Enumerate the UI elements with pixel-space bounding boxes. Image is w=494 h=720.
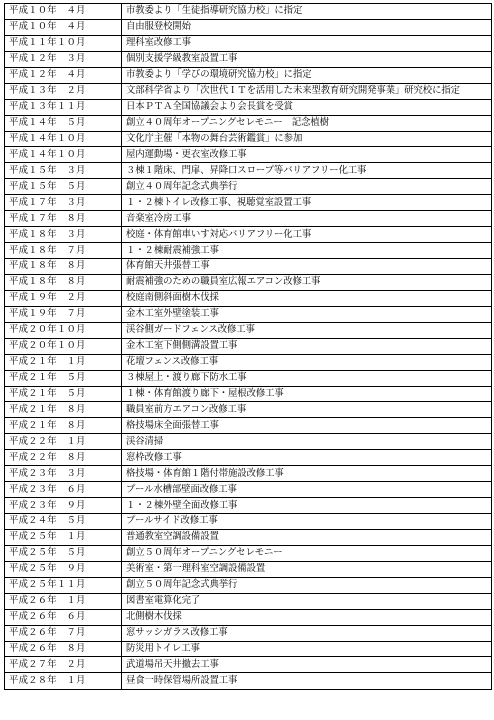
row-date: 平成１０年 ４月 bbox=[5, 19, 122, 35]
table-row bbox=[5, 625, 492, 641]
row-event: 創立４０周年オープニングセレモニー 記念植樹 bbox=[122, 115, 492, 131]
table-row bbox=[5, 593, 492, 609]
row-date: 平成２５年 ５月 bbox=[5, 545, 122, 561]
row-date: 平成１８年 ８月 bbox=[5, 274, 122, 290]
table-row bbox=[5, 67, 492, 83]
row-date: 平成１５年 ３月 bbox=[5, 163, 122, 179]
history-table bbox=[4, 3, 492, 690]
table-row bbox=[5, 482, 492, 498]
row-date: 平成１９年 ７月 bbox=[5, 306, 122, 322]
table-row bbox=[5, 657, 492, 673]
row-event: 窓枠改修工事 bbox=[122, 450, 492, 466]
table-row bbox=[5, 99, 492, 115]
table-row bbox=[5, 227, 492, 243]
row-event: 文部科学省より「次世代ＩＴを活用した未来型教育研究開発事業」研究校に指定 bbox=[122, 83, 492, 99]
table-row bbox=[5, 529, 492, 545]
row-event: 耐震補強のための職員室広報エアコン改修工事 bbox=[122, 274, 492, 290]
table-row bbox=[5, 274, 492, 290]
table-row bbox=[5, 450, 492, 466]
row-date: 平成１４年 ５月 bbox=[5, 115, 122, 131]
row-event: 美術室・第一理科室空調設備設置 bbox=[122, 561, 492, 577]
row-event: プールサイド改修工事 bbox=[122, 514, 492, 530]
row-date: 平成２１年 ５月 bbox=[5, 370, 122, 386]
table-row bbox=[5, 434, 492, 450]
row-date: 平成２５年 １月 bbox=[5, 529, 122, 545]
table-row bbox=[5, 290, 492, 306]
row-event: 窓サッシガラス改修工事 bbox=[122, 625, 492, 641]
row-event: １棟・体育館渡り廊下・屋根改修工事 bbox=[122, 386, 492, 402]
row-date: 平成１８年 ７月 bbox=[5, 243, 122, 259]
row-event: 文化庁主催「本物の舞台芸術鑑賞」に参加 bbox=[122, 131, 492, 147]
table-row bbox=[5, 115, 492, 131]
row-event: 音楽室冷房工事 bbox=[122, 211, 492, 227]
row-date: 平成２１年 ８月 bbox=[5, 402, 122, 418]
table-row bbox=[5, 51, 492, 67]
table-row bbox=[5, 577, 492, 593]
row-date: 平成２６年 ８月 bbox=[5, 641, 122, 657]
table-row bbox=[5, 402, 492, 418]
row-event: 格技場・体育館１階付帯施設改修工事 bbox=[122, 466, 492, 482]
row-event: ３棟屋上・渡り廊下防水工事 bbox=[122, 370, 492, 386]
row-date: 平成１０年 ４月 bbox=[5, 4, 122, 20]
row-date: 平成２３年 ９月 bbox=[5, 498, 122, 514]
table-row bbox=[5, 243, 492, 259]
table-row bbox=[5, 354, 492, 370]
row-date: 平成１８年 ３月 bbox=[5, 227, 122, 243]
row-date: 平成１７年 ３月 bbox=[5, 195, 122, 211]
row-event: 体育館天井張替工事 bbox=[122, 259, 492, 275]
row-date: 平成１３年１１月 bbox=[5, 99, 122, 115]
row-event: 普通教室空調設備設置 bbox=[122, 529, 492, 545]
row-date: 平成２１年 ８月 bbox=[5, 418, 122, 434]
row-event: 格技場床全面張替工事 bbox=[122, 418, 492, 434]
table-row bbox=[5, 418, 492, 434]
row-event: プール水槽部壁面改修工事 bbox=[122, 482, 492, 498]
row-date: 平成２０年１０月 bbox=[5, 322, 122, 338]
table-row bbox=[5, 195, 492, 211]
table-row bbox=[5, 641, 492, 657]
row-event: 花壇フェンス改修工事 bbox=[122, 354, 492, 370]
row-date: 平成２４年 ５月 bbox=[5, 514, 122, 530]
row-event: １・２棟外壁全面改修工事 bbox=[122, 498, 492, 514]
row-event: 金木工室下側側溝設置工事 bbox=[122, 338, 492, 354]
row-date: 平成２５年１１月 bbox=[5, 577, 122, 593]
row-event: ３棟１階床、門扉、昇降口スロープ等バリアフリー化工事 bbox=[122, 163, 492, 179]
row-date: 平成２５年 ９月 bbox=[5, 561, 122, 577]
history-table-body bbox=[5, 4, 492, 690]
table-row bbox=[5, 673, 492, 690]
row-date: 平成２６年 ７月 bbox=[5, 625, 122, 641]
row-event: 自由服登校開始 bbox=[122, 19, 492, 35]
table-row bbox=[5, 306, 492, 322]
table-row bbox=[5, 147, 492, 163]
row-event: 創立５０周年オープニングセレモニー bbox=[122, 545, 492, 561]
row-date: 平成１３年 ２月 bbox=[5, 83, 122, 99]
row-date: 平成１５年 ５月 bbox=[5, 179, 122, 195]
row-date: 平成２６年 １月 bbox=[5, 593, 122, 609]
table-row bbox=[5, 179, 492, 195]
row-event: 市教委より「学びの環境研究協力校」に指定 bbox=[122, 67, 492, 83]
row-event: 校庭・体育館車いす対応バリアフリー化工事 bbox=[122, 227, 492, 243]
row-date: 平成２１年 １月 bbox=[5, 354, 122, 370]
table-row bbox=[5, 545, 492, 561]
row-event: 創立４０周年記念式典挙行 bbox=[122, 179, 492, 195]
table-row bbox=[5, 4, 492, 20]
row-event: 日本ＰＴＡ全国協議会より会長賞を受賞 bbox=[122, 99, 492, 115]
row-date: 平成２８年 １月 bbox=[5, 673, 122, 690]
row-event: 市教委より「生徒指導研究協力校」に指定 bbox=[122, 4, 492, 20]
table-row bbox=[5, 561, 492, 577]
table-row bbox=[5, 338, 492, 354]
table-row bbox=[5, 35, 492, 51]
row-event: 武道場吊天井撤去工事 bbox=[122, 657, 492, 673]
row-date: 平成２０年１０月 bbox=[5, 338, 122, 354]
table-row bbox=[5, 259, 492, 275]
row-date: 平成１２年 ４月 bbox=[5, 67, 122, 83]
table-row bbox=[5, 322, 492, 338]
row-event: 図書室電算化完了 bbox=[122, 593, 492, 609]
row-date: 平成２１年 ５月 bbox=[5, 386, 122, 402]
table-row bbox=[5, 211, 492, 227]
row-event: 昼食一時保管場所設置工事 bbox=[122, 673, 492, 690]
row-event: １・２棟耐震補強工事 bbox=[122, 243, 492, 259]
row-event: 渓谷清掃 bbox=[122, 434, 492, 450]
row-date: 平成２２年 １月 bbox=[5, 434, 122, 450]
row-date: 平成２３年 ６月 bbox=[5, 482, 122, 498]
table-row bbox=[5, 163, 492, 179]
table-row bbox=[5, 466, 492, 482]
row-date: 平成１７年 ８月 bbox=[5, 211, 122, 227]
row-date: 平成２２年 ８月 bbox=[5, 450, 122, 466]
row-date: 平成１４年１０月 bbox=[5, 131, 122, 147]
table-row bbox=[5, 514, 492, 530]
table-row bbox=[5, 19, 492, 35]
row-date: 平成１８年 ８月 bbox=[5, 259, 122, 275]
row-event: 創立５０周年記念式典挙行 bbox=[122, 577, 492, 593]
row-date: 平成１４年１０月 bbox=[5, 147, 122, 163]
row-event: 金木工室外壁塗装工事 bbox=[122, 306, 492, 322]
row-event: 防災用トイレ工事 bbox=[122, 641, 492, 657]
row-event: 校庭南側斜面樹木伐採 bbox=[122, 290, 492, 306]
row-date: 平成１２年 ３月 bbox=[5, 51, 122, 67]
school-history-document bbox=[4, 3, 492, 717]
row-event: 個別支援学級教室設置工事 bbox=[122, 51, 492, 67]
table-row bbox=[5, 609, 492, 625]
table-row bbox=[5, 370, 492, 386]
table-row bbox=[5, 386, 492, 402]
row-date: 平成２６年 ６月 bbox=[5, 609, 122, 625]
row-event: 屋内運動場・更衣室改修工事 bbox=[122, 147, 492, 163]
table-row bbox=[5, 83, 492, 99]
row-date: 平成１９年 ２月 bbox=[5, 290, 122, 306]
row-event: 職員室前方エアコン改修工事 bbox=[122, 402, 492, 418]
table-row bbox=[5, 498, 492, 514]
row-date: 平成２３年 ３月 bbox=[5, 466, 122, 482]
row-event: 北側樹木伐採 bbox=[122, 609, 492, 625]
table-row bbox=[5, 131, 492, 147]
row-event: １・２棟トイレ改修工事、視聴覚室設置工事 bbox=[122, 195, 492, 211]
row-event: 渓谷側ガードフェンス改修工事 bbox=[122, 322, 492, 338]
row-event: 理科室改修工事 bbox=[122, 35, 492, 51]
row-date: 平成１１年１０月 bbox=[5, 35, 122, 51]
row-date: 平成２７年 ２月 bbox=[5, 657, 122, 673]
